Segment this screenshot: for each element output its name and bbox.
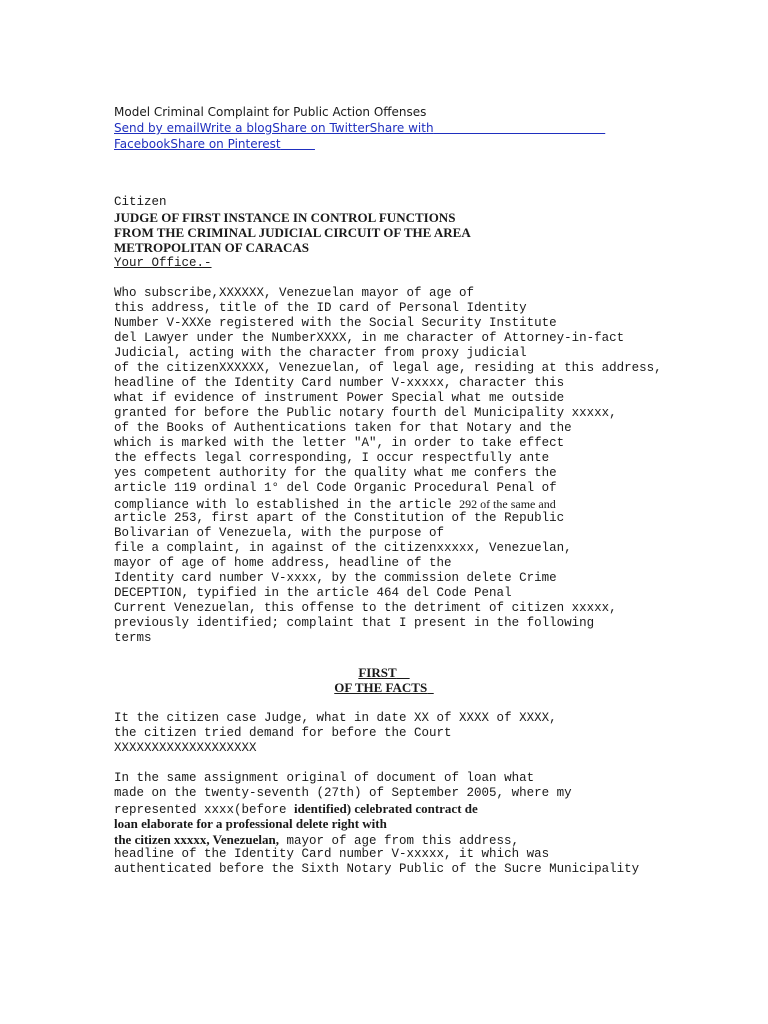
body-line: Judicial, acting with the character from proxy judicial bbox=[114, 346, 527, 360]
facts-line-mixed-mono: mayor of age from this address, bbox=[279, 834, 520, 848]
share-links-underline-fill-2 bbox=[281, 137, 315, 151]
body-line-mixed-serif: 292 of the same and bbox=[459, 497, 556, 511]
salutation: Citizen bbox=[114, 195, 167, 209]
body-line: of the Books of Authentications taken for that Notary and the bbox=[114, 421, 572, 435]
body-line: which is marked with the letter "A", in order to take effect bbox=[114, 436, 565, 450]
facts-line: made on the twenty-seventh (27th) of September 2005, where my bbox=[114, 786, 572, 800]
body-line: granted for before the Public notary fourth del Municipality xxxxx, bbox=[114, 406, 617, 420]
body-line: article 119 ordinal 1° del Code Organic Procedural Penal of bbox=[114, 481, 557, 495]
judge-title-line-3: METROPOLITAN OF CARACAS bbox=[114, 240, 310, 255]
body-line: of the citizenXXXXXX, Venezuelan, of legal age, residing at this address, bbox=[114, 361, 662, 375]
section-heading-first-text: FIRST bbox=[358, 665, 397, 680]
share-links-text-1[interactable]: Send by emailWrite a blogShare on TwitterShare with bbox=[114, 121, 434, 135]
body-line: previously identified; complaint that I present in the following bbox=[114, 616, 595, 630]
office-line: Your Office.- bbox=[114, 256, 212, 270]
body-line: terms bbox=[114, 631, 152, 645]
facts-line: In the same assignment original of document of loan what bbox=[114, 771, 535, 785]
facts-line: headline of the Identity Card number V-xxxxx, it which was bbox=[114, 847, 550, 861]
share-links-line-2[interactable] bbox=[114, 137, 315, 152]
judge-title-line-1: JUDGE OF FIRST INSTANCE IN CONTROL FUNCTIONS bbox=[114, 210, 456, 225]
share-links-underline-fill-1 bbox=[434, 121, 606, 135]
body-line: Identity card number V-xxxx, by the commission delete Crime bbox=[114, 571, 557, 585]
facts-line: XXXXXXXXXXXXXXXXXXX bbox=[114, 741, 257, 755]
facts-line-mixed-bold: identified) celebrated contract de bbox=[294, 801, 478, 816]
share-links-text-2[interactable]: FacebookShare on Pinterest bbox=[114, 137, 281, 151]
facts-line: the citizen tried demand for before the Court bbox=[114, 726, 452, 740]
section-heading-facts-fill bbox=[427, 680, 434, 695]
facts-line-bold: loan elaborate for a professional delete right with bbox=[114, 816, 387, 831]
section-heading-first-fill bbox=[397, 665, 410, 680]
body-line: what if evidence of instrument Power Special what me outside bbox=[114, 391, 565, 405]
body-line: this address, title of the ID card of Personal Identity bbox=[114, 301, 527, 315]
body-line: Bolivarian of Venezuela, with the purpose of bbox=[114, 526, 445, 540]
body-line: Who subscribe,XXXXXX, Venezuelan mayor of age of bbox=[114, 286, 475, 300]
section-heading-facts-text: OF THE FACTS bbox=[334, 680, 428, 695]
body-line: headline of the Identity Card number V-xxxxx, character this bbox=[114, 376, 565, 390]
body-line: article 253, first apart of the Constitution of the Republic bbox=[114, 511, 565, 525]
facts-line-mixed-bold: the citizen xxxxx, Venezuelan, bbox=[114, 832, 280, 847]
body-line-mixed-mono: compliance with lo established in the article bbox=[114, 498, 460, 512]
body-line: yes competent authority for the quality what me confers the bbox=[114, 466, 557, 480]
facts-line: It the citizen case Judge, what in date XX of XXXX of XXXX, bbox=[114, 711, 557, 725]
body-line: Number V-XXXe registered with the Social Security Institute bbox=[114, 316, 557, 330]
facts-line-mixed-mono: represented xxxx(before bbox=[114, 803, 295, 817]
section-heading-facts bbox=[0, 680, 768, 695]
facts-line: authenticated before the Sixth Notary Public of the Sucre Municipality bbox=[114, 862, 640, 876]
document-title: Model Criminal Complaint for Public Action Offenses bbox=[114, 105, 427, 119]
body-line: DECEPTION, typified in the article 464 del Code Penal bbox=[114, 586, 512, 600]
judge-title-line-2: FROM THE CRIMINAL JUDICIAL CIRCUIT OF THE AREA bbox=[114, 225, 471, 240]
body-line: mayor of age of home address, headline of the bbox=[114, 556, 452, 570]
body-line: file a complaint, in against of the citizenxxxxx, Venezuelan, bbox=[114, 541, 572, 555]
share-links-line-1[interactable] bbox=[114, 121, 605, 136]
body-line: del Lawyer under the NumberXXXX, in me character of Attorney-in-fact bbox=[114, 331, 625, 345]
body-line: Current Venezuelan, this offense to the detriment of citizen xxxxx, bbox=[114, 601, 617, 615]
body-line: the effects legal corresponding, I occur respectfully ante bbox=[114, 451, 550, 465]
section-heading-first bbox=[0, 665, 768, 680]
